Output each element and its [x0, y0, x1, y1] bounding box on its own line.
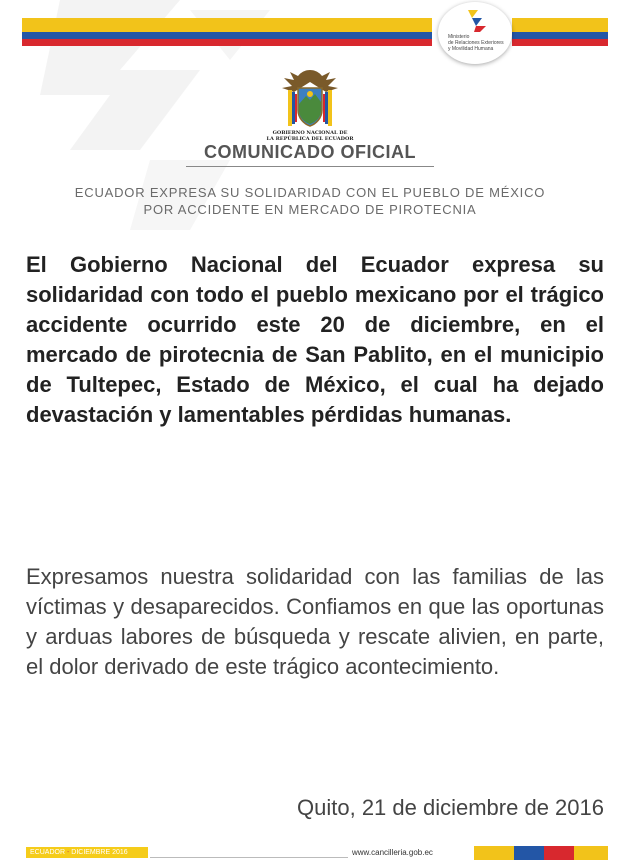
ministry-logo-badge: [438, 2, 512, 64]
footer-divider: [150, 857, 348, 858]
footer: [0, 844, 620, 866]
ministry-line: y Movilidad Humana: [448, 46, 494, 52]
document-title: COMUNICADO OFICIAL: [204, 142, 416, 162]
place-date: Quito, 21 de diciembre de 2016: [297, 795, 604, 820]
gov-name-line: LA REPÚBLICA DEL ECUADOR: [266, 136, 354, 142]
flag-stripes-header-right: [512, 18, 608, 46]
yellow-stripe: [512, 18, 608, 32]
footer-blue-block: [514, 846, 544, 860]
blue-stripe: [512, 32, 608, 39]
red-stripe: [22, 39, 432, 46]
subtitle-line: POR ACCIDENTE EN MERCADO DE PIROTECNIA: [143, 202, 477, 217]
footer-yellow-block: [574, 846, 608, 860]
paragraph-main: El Gobierno Nacional del Ecuador expresa su solidaridad con todo el pueblo mexicano por el trágico accidente ocurrido este 20 de diciembre, en el mercado de pirotecnia de San Pablito, en el municipio de Tultepec, Estado de México, el cual ha dejado devastación y lamentables pérdidas humanas.: [26, 252, 604, 427]
red-stripe: [512, 39, 608, 46]
ministry-logo-icon: [452, 8, 498, 32]
document-subtitle: [20, 184, 600, 218]
paragraph-second: Expresamos nuestra solidaridad con las familias de las víctimas y desaparecidos. Confiamos en que las oportunas y arduas labores de búsqueda y rescate alivien, en parte, el dolor derivado de este trágico acontecimiento.: [26, 564, 604, 679]
yellow-stripe: [22, 18, 432, 32]
ministry-line: de Relaciones Exteriores: [448, 40, 504, 46]
blue-stripe: [22, 32, 432, 39]
ministry-name: [448, 34, 506, 52]
subtitle-line: ECUADOR EXPRESA SU SOLIDARIDAD CON EL PUEBLO DE MÉXICO: [74, 185, 546, 200]
footer-website-link[interactable]: www.cancilleria.gob.ec: [352, 848, 433, 857]
footer-date-tag: [26, 847, 148, 858]
government-name: [250, 130, 370, 142]
footer-month-year: DICIEMBRE 2016: [71, 849, 128, 856]
footer-red-block: [544, 846, 574, 860]
coat-of-arms-icon: [276, 68, 344, 130]
title-underline: [186, 166, 434, 167]
ministry-line: Ministerio: [448, 34, 470, 40]
footer-flag-blocks: [474, 846, 608, 860]
flag-stripes-header: [22, 18, 432, 46]
footer-yellow-block: [474, 846, 514, 860]
footer-country: ECUADOR: [30, 849, 66, 856]
footer-separator: -: [66, 849, 70, 856]
gov-name-line: GOBIERNO NACIONAL DE: [272, 130, 348, 136]
